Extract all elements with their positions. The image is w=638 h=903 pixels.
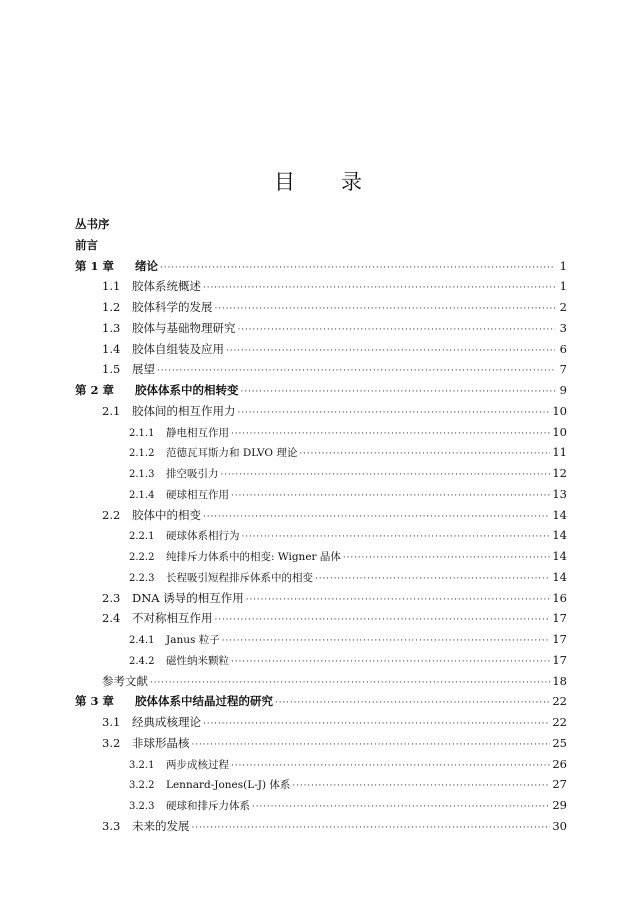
toc-section-2-2[interactable]: 2.2 胶体中的相变 · · · 14: [75, 505, 567, 526]
toc-subsection-2-1-1[interactable]: 2.1.1 静电相互作用 · · · 10: [75, 422, 567, 443]
toc-subsection-2-4-1[interactable]: 2.4.1 Janus 粒子 · · · 17: [75, 629, 567, 650]
dot-leader: [246, 588, 551, 611]
page-number: 14: [552, 528, 567, 543]
dot-leader: [157, 359, 555, 382]
page-number: 26: [552, 756, 567, 771]
dot-leader: [160, 256, 555, 279]
toc-subsection-2-1-2[interactable]: 2.1.2 范德瓦耳斯力和 DLVO 理论 · · · 11: [75, 442, 567, 463]
dot-leader: [238, 401, 551, 424]
page-number: 17: [552, 632, 567, 646]
page-number: 18: [552, 673, 567, 688]
toc-references-ch2[interactable]: 参考文献 · · · 18: [75, 671, 567, 692]
title-char-2: 录: [341, 170, 364, 194]
dot-leader: [215, 297, 556, 320]
toc-subsection-2-2-3[interactable]: 2.2.3 长程吸引短程排斥体系中的相变 · · · 14: [75, 567, 567, 588]
page-number: 11: [552, 445, 567, 460]
page-number: 17: [552, 611, 567, 626]
toc-section-1-1[interactable]: 1.1 胶体系统概述 · · · 1: [75, 276, 567, 297]
toc-front-foreword[interactable]: 前言: [75, 237, 98, 252]
toc-subsection-3-2-1[interactable]: 3.2.1 两步成核过程 · · · 26: [75, 754, 567, 775]
toc-subsection-3-2-3[interactable]: 3.2.3 硬球和排斥力体系 · · · 29: [75, 795, 567, 816]
dot-leader: [252, 795, 550, 818]
toc-section-2-1[interactable]: 2.1 胶体间的相互作用力 · · · 10: [75, 401, 567, 422]
toc-section-3-2[interactable]: 3.2 非球形晶核 · · · 25: [75, 733, 567, 754]
page-number: 12: [552, 466, 567, 480]
table-of-contents: [75, 214, 567, 837]
page-number: 3: [559, 320, 567, 335]
dot-leader: [299, 442, 550, 465]
dot-leader: [231, 422, 550, 445]
dot-leader: [292, 774, 550, 797]
page-number: 10: [552, 403, 567, 418]
toc-section-1-3[interactable]: 1.3 胶体与基础物理研究 · · · 3: [75, 318, 567, 339]
dot-leader: [226, 339, 555, 362]
dot-leader: [221, 463, 551, 486]
title-char-1: 目: [274, 170, 297, 194]
page-number: 30: [552, 818, 567, 833]
page-number: 10: [552, 424, 567, 439]
toc-subsection-2-1-3[interactable]: 2.1.3 排空吸引力 · · · 12: [75, 463, 567, 484]
dot-leader: [192, 816, 551, 839]
page-title: [0, 166, 638, 196]
toc-section-3-1[interactable]: 3.1 经典成核理论 · · · 22: [75, 712, 567, 733]
toc-section-1-2[interactable]: 1.2 胶体科学的发展 · · · 2: [75, 297, 567, 318]
toc-section-1-4[interactable]: 1.4 胶体自组装及应用 · · · 6: [75, 339, 567, 360]
toc-chapter-1[interactable]: 第 1 章 绪论 · · · 1: [75, 256, 567, 277]
dot-leader: [241, 380, 556, 403]
dot-leader: [192, 733, 551, 756]
page-number: 22: [552, 694, 567, 709]
toc-subsection-2-1-4[interactable]: 2.1.4 硬球相互作用 · · · 13: [75, 484, 567, 505]
page-number: 29: [552, 798, 567, 812]
toc-subsection-2-2-1[interactable]: 2.2.1 硬球体系相行为 · · · 14: [75, 525, 567, 546]
dot-leader: [242, 525, 551, 548]
dot-leader: [231, 484, 550, 507]
toc-section-3-3[interactable]: 3.3 未来的发展 · · · 30: [75, 816, 567, 837]
toc-subsection-2-4-2[interactable]: 2.4.2 磁性纳米颗粒 · · · 17: [75, 650, 567, 671]
page-number: 7: [559, 362, 567, 377]
toc-subsection-2-2-2[interactable]: 2.2.2 纯排斥力体系中的相变: Wigner 晶体 · · · 14: [75, 546, 567, 567]
dot-leader: [231, 754, 550, 777]
page-number: 22: [552, 715, 567, 729]
dot-leader: [222, 629, 551, 652]
dot-leader: [343, 546, 550, 569]
page-number: 16: [552, 590, 567, 605]
dot-leader: [215, 608, 551, 631]
page-number: 27: [552, 777, 567, 792]
dot-leader: [203, 505, 550, 528]
page-number: 14: [552, 549, 567, 563]
toc-section-2-3[interactable]: 2.3 DNA 诱导的相互作用 · · · 16: [75, 588, 567, 609]
dot-leader: [238, 318, 556, 341]
page-number: 2: [559, 300, 567, 314]
dot-leader: [231, 650, 550, 673]
dot-leader: [203, 276, 555, 299]
dot-leader: [203, 712, 550, 735]
page-number: 1: [559, 279, 567, 294]
page-number: 13: [552, 486, 567, 501]
dot-leader: [315, 567, 550, 590]
page-number: 25: [552, 735, 567, 750]
page-number: 9: [559, 383, 567, 397]
page-number: 14: [552, 569, 567, 584]
toc-section-2-4[interactable]: 2.4 不对称相互作用 · · · 17: [75, 608, 567, 629]
toc-chapter-3[interactable]: 第 3 章 胶体体系中结晶过程的研究 · · · 22: [75, 691, 567, 712]
page-number: 1: [559, 258, 567, 273]
page-number: 6: [559, 341, 567, 356]
dot-leader: [275, 691, 550, 714]
toc-front-preface-series[interactable]: 丛书序: [75, 217, 110, 231]
page-number: 14: [552, 507, 567, 522]
toc-subsection-3-2-2[interactable]: 3.2.2 Lennard-Jones(L-J) 体系 · · · 27: [75, 774, 567, 795]
toc-chapter-2[interactable]: 第 2 章 胶体体系中的相转变 · · · 9: [75, 380, 567, 401]
toc-section-1-5[interactable]: 1.5 展望 · · · 7: [75, 359, 567, 380]
page-number: 17: [552, 652, 567, 667]
dot-leader: [150, 671, 550, 694]
